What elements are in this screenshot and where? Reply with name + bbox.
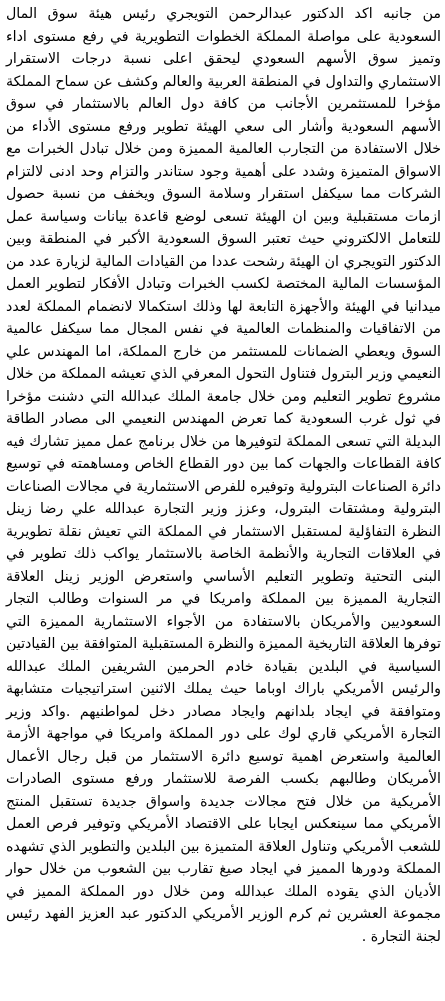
article-paragraph: من جانبه اكد الدكتور عبدالرحمن التويجري رئيس هيئة سوق المال السعودية على مواصلة المملكة الخطوات التطويرية في رفع مستوى اداء وتميز سوق الأسهم السعودي ليحقق اعلى نسبة درجات الاستقرار الاستثماري والتداول في المنطقة العربية والعالم وكشف عن سماح المملكة مؤخرا للمستثمرين الأجانب من كافة دول العالم بالاستثمار في سوق الأسهم السعودية وأشار الى سعي الهيئة تطوير ورفع مستوى الأداء من خلال الاستفادة من التجارب العالمية المميزة ومن خلال تبادل الخبرات مع الاسواق المتميزة وشدد على أهمية وجود ستاندر والتزام وحد ادنى لالتزام الشركات مما سيكفل استقرار وسلامة السوق ويخفف من نسبة حصول ازمات مستقبلية وبين ان الهيئة تسعى لوضع قاعدة بيانات وسياسة عمل للتعامل الالكتروني حيث تعتبر السوق السعودية الأكبر في المنطقة وبين الدكتور التويجري ان الهيئة رشحت عددا من القيادات المالية لزيارة عدد من المؤسسات المالية المختصة لكسب الخبرات وتبادل الأفكار لتطوير العمل ميدانيا في الهيئة والأجهزة التابعة لها وذلك استكمالا لانضمام المملكة لعدد من الاتفاقيات والمنظمات العالمية في نفس المجال مما سيكفل عالمية السوق ويعطي الضمانات للمستثمر من خارج المملكة، اما المهندس علي النعيمي وزير البترول فتناول التحول المعرفي الذي تعيشه المملكة من خلال مشروع تطوير التعليم ومن خلال جامعة الملك عبدالله التي دشنت مؤخرا في ثول غرب السعودية كما تعرض المهندس النعيمي الى مصادر الطاقة البديلة التي تسعى المملكة لتوفيرها من خلال برنامج عمل مميز تشارك فيه كافة القطاعات والجهات كما بين دور القطاع الخاص ومساهمته في توسيع دائرة الصناعات البترولية وتوفيره للفرص الاستثمارية في مجالات الصناعات البترولية ومشتقات البترول، وعزز وزير التجارة عبدالله علي رضا زينل النظرة التفاؤلية لمستقبل الاستثمار في المملكة التي تعيش نقلة تطويرية في العلاقات التجارية والأنظمة الخاصة بالاستثمار يواكب ذلك تطوير في البنى التحتية وتطوير التعليم الأساسي واستعرض الوزير زينل العلاقة التجارية المميزة بين المملكة وامريكا في مر السنوات وطالب التجار السعوديين والأمريكان بالاستفادة من الأجواء الاستثمارية المميزة التي توفرها العلاقة التاريخية المميزة والنظرة المستقبلية المتوافقة بين القيادتين السياسية في البلدين بقيادة خادم الحرمين الشريفين الملك عبدالله والرئيس الأمريكي باراك اوباما حيث يملك الاثنين استراتيجيات متشابهة ومتوافقة في ايجاد بلدانهم وايجاد مصادر دخل لمواطنيهم .واكد وزير التجارة الأمريكي قاري لوك على دور المملكة وامريكا في مواجهة الأزمة العالمية واستعرض اهمية توسيع دائرة الاستثمار من قبل رجال الأعمال الأمريكان وطالبهم بكسب الفرصة للاستثمار ورفع مستوى الصادرات الأمريكية من خلال فتح مجالات جديدة واسواق جديدة تستقبل المنتج الأمريكي مما سينعكس ايجابا على الاقتصاد الأمريكي وتوفير فرص العمل للشعب الأمريكي وتناول العلاقة المتميزة بين البلدين والتطوير الذي تشهده المملكة ودورها المميز في ايجاد صيغ تقارب بين الشعوب من خلال حوار الأديان الذي يقوده الملك عبدالله ومن خلال دور المملكة المميز في مجموعة العشرين ثم كرم الوزير الأمريكي الدكتور عبد العزيز الفهد رئيس لجنة التجارة .: [6, 6, 441, 945]
